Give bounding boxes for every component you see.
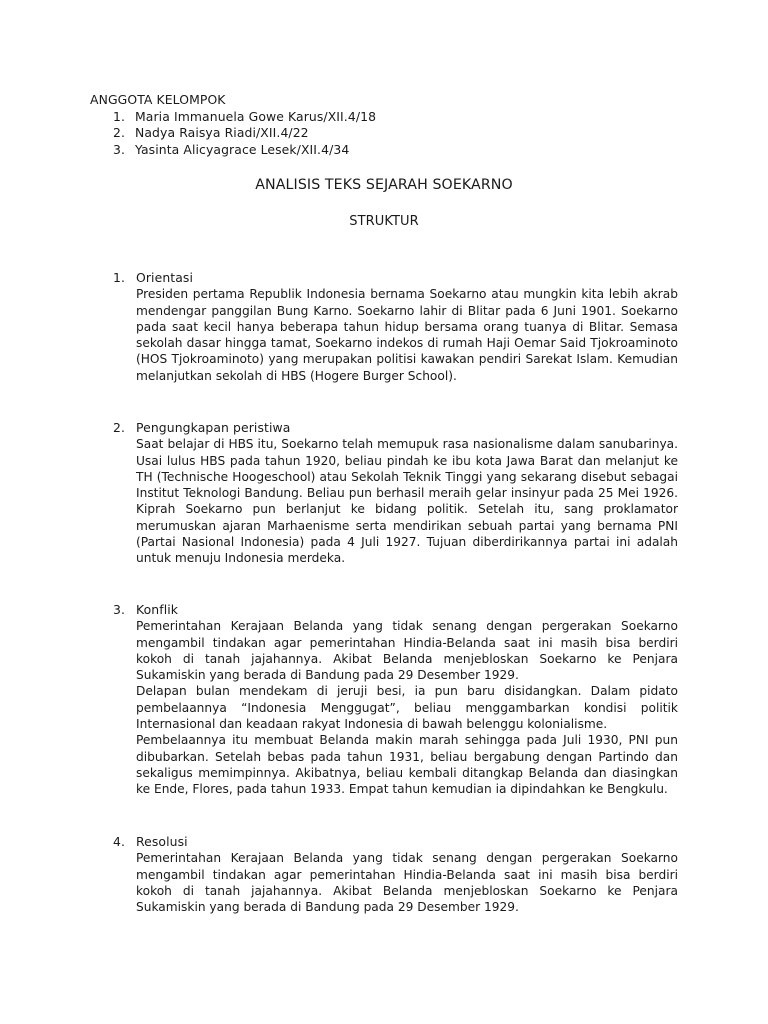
member-text: Maria Immanuela Gowe Karus/XII.4/18: [135, 108, 377, 124]
section-paragraph: Pemerintahan Kerajaan Belanda yang tidak senang dengan pergerakan Soekarno mengambil tindakan agar pemerintahan Hindia-Belanda saat ini masih bisa berdiri kokoh di tanah jajahannya. Akibat Belanda menjebloskan Soekarno ke Penjara Sukamiskin yang berada di Bandung pada 29 Desember 1929.: [136, 851, 678, 915]
member-item: [113, 125, 376, 142]
section-paragraph: Saat belajar di HBS itu, Soekarno telah memupuk rasa nasionalisme dalam sanubarinya. Usai lulus HBS pada tahun 1920, beliau pindah ke ibu kota Jawa Barat dan melanjut ke TH (Technische Hoogeschool) atau Sekolah Teknik Tinggi yang sekarang disebut sebagai Institut Teknologi Bandung. Beliau pun berhasil meraih gelar insinyur pada 25 Mei 1926. Kiprah Soekarno pun berlanjut ke bidang politik. Setelah itu, sang proklamator merumuskan ajaran Marhaenisme serta mendirikan sebuah partai yang bernama PNI (Partai Nasional Indonesia) pada 4 Juli 1927. Tujuan diberdirikannya partai ini adalah untuk menuju Indonesia merdeka.: [136, 437, 678, 566]
document-subtitle: STRUKTUR: [349, 214, 419, 229]
section-paragraph: Pembelaannya itu membuat Belanda makin marah sehingga pada Juli 1930, PNI pun dibubarkan. Setelah bebas pada tahun 1931, beliau bergabung dengan Partindo dan sekaligus memimpinnya. Akibatnya, beliau kembali ditangkap Belanda dan diasingkan ke Ende, Flores, pada tahun 1933. Empat tahun kemudian ia dipindahkan ke Bengkulu.: [136, 733, 678, 797]
section-heading: Orientasi: [136, 270, 194, 285]
section-heading: Konflik: [136, 602, 179, 617]
section-body: [136, 436, 678, 566]
member-number: 2.: [113, 125, 126, 140]
section-number: 2.: [113, 420, 126, 435]
section-paragraph: Presiden pertama Republik Indonesia bernama Soekarno atau mungkin kita lebih akrab mendengar panggilan Bung Karno. Soekarno lahir di Blitar pada 6 Juni 1901. Soekarno pada saat kecil hanya beberapa tahun hidup bersama orang tuanya di Blitar. Semasa sekolah dasar hingga tamat, Soekarno indekos di rumah Haji Oemar Said Tjokroaminoto (HOS Tjokroaminoto) yang merupakan politisi kawakan pendiri Sarekat Islam. Kemudian melanjutkan sekolah di HBS (Hogere Burger School).: [136, 287, 678, 383]
member-number: 1.: [113, 108, 126, 124]
section-body: [136, 850, 678, 915]
section-number: 3.: [113, 602, 126, 617]
section-paragraph: Delapan bulan mendekam di jeruji besi, ia pun baru disidangkan. Dalam pidato pembelaannya “Indonesia Menggugat”, beliau menggambarkan kondisi politik Internasional dan keadaan rakyat Indonesia di bawah belenggu kolonialisme.: [136, 684, 678, 732]
group-heading: ANGGOTA KELOMPOK: [90, 92, 226, 107]
document-title: ANALISIS TEKS SEJARAH SOEKARNO: [255, 177, 513, 193]
member-number: 3.: [113, 141, 126, 157]
member-text: Nadya Raisya Riadi/XII.4/22: [135, 125, 309, 140]
section-paragraph: Pemerintahan Kerajaan Belanda yang tidak senang dengan pergerakan Soekarno mengambil tindakan agar pemerintahan Hindia-Belanda saat ini masih bisa berdiri kokoh di tanah jajahannya. Akibat Belanda menjebloskan Soekarno ke Penjara Sukamiskin yang berada di Bandung pada 29 Desember 1929.: [136, 619, 678, 683]
member-item: [113, 109, 376, 126]
section-body: [136, 286, 678, 384]
section-heading: Pengungkapan peristiwa: [136, 420, 291, 435]
section-heading: Resolusi: [136, 834, 188, 849]
member-text: Yasinta Alicyagrace Lesek/XII.4/34: [135, 141, 350, 157]
member-list: [113, 109, 376, 159]
section-number: 1.: [113, 270, 126, 285]
section-body: [136, 618, 678, 797]
member-item: [113, 142, 376, 159]
section-number: 4.: [113, 834, 126, 849]
